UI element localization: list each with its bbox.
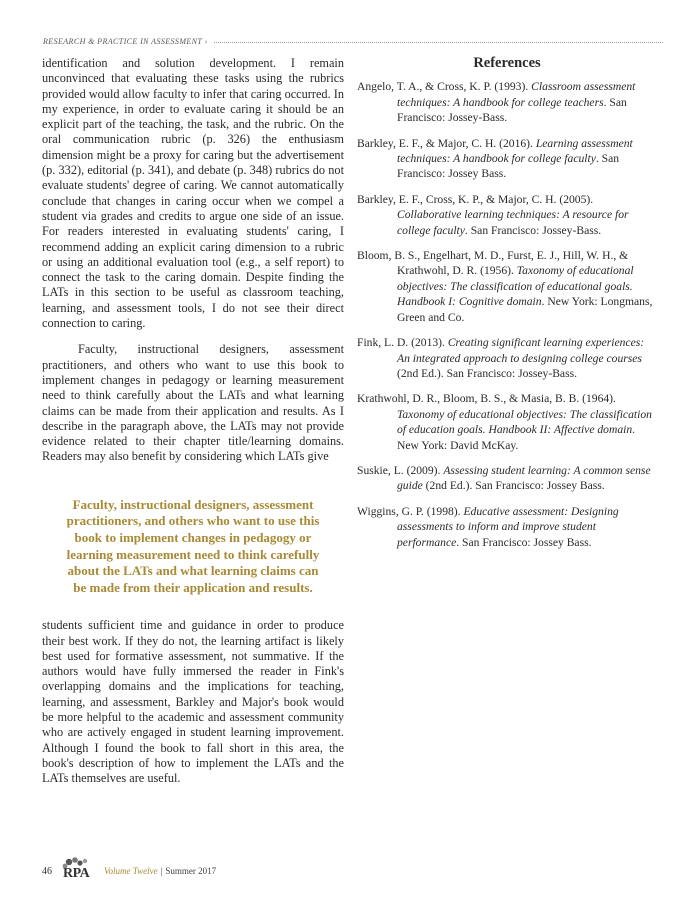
reference-publisher: . San Francisco: Jossey Bass. <box>456 535 592 549</box>
reference-authors: Barkley, E. F., Cross, K. P., & Major, C. H. (2005). <box>357 192 594 206</box>
reference-publisher: . New York: Longmans, Green and Co. <box>397 295 653 324</box>
footer-separator: | <box>160 866 163 876</box>
reference-authors: Krathwohl, D. R., Bloom, B. S., & Masia, B. B. (1964). <box>357 392 616 406</box>
rpa-logo-text: RPA <box>63 866 90 881</box>
body-paragraph-3: students sufficient time and guidance in order to produce their best work. If they do not, the learning artifact is likely best used for formative assessment, not summative. If the authors would have fully immersed the reader in Fink's overlapping domains and the implications for teaching, learning, and assessment, Barkley and Major's book would be more helpful to the academic and assessment community who are actively engaged in student learning improvement. Although I found the book to fall short in this area, the book's description of how to implement the LATs and the LATs themselves are useful. <box>42 618 344 786</box>
pull-quote: Faculty, instructional designers, assessment practitioners, and others who want to use this book to implement changes in pedagogy or learning measurement need to think carefully about the LATs and what learning claims can be made from their application and results. <box>66 496 320 595</box>
page-footer <box>42 856 216 886</box>
reference-publisher: . San Francisco: Jossey-Bass. <box>464 223 602 237</box>
reference-title: Learning assessment techniques: A handbook for college faculty <box>397 136 633 166</box>
volume-label: Volume Twelve <box>104 866 158 876</box>
reference-title: Creating significant learning experiences: An integrated approach to designing college courses <box>397 336 645 365</box>
reference-authors: Fink, L. D. (2013). <box>357 336 448 350</box>
reference-entry <box>357 192 657 238</box>
reference-authors: Wiggins, G. P. (1998). <box>357 504 464 518</box>
reference-entry <box>357 504 657 550</box>
reference-authors: Bloom, B. S., Engelhart, M. D., Furst, E. J., Hill, W. H., & Krathwohl, D. R. (1956). <box>357 249 629 278</box>
reference-title: Classroom assessment techniques: A handbook for college teachers <box>397 80 636 109</box>
body-paragraph-2: Faculty, instructional designers, assessment practitioners, and others who want to use this book to implement changes in pedagogy or learning measurement need to think carefully about the LATs and what learning claims can be made from their application and results. As I describe in the paragraph above, the LATs may not provide evidence related to their chapter title/learning domains. Readers may also benefit by considering which LATs give <box>42 342 344 464</box>
rpa-logo <box>60 856 100 886</box>
reference-publisher: . San Francisco: Jossey-Bass. <box>397 95 627 125</box>
reference-title: Assessing student learning: A common sense guide <box>397 463 651 493</box>
reference-title: Collaborative learning techniques: A resource for college faculty <box>397 208 629 237</box>
issue-label: Summer 2017 <box>165 866 217 876</box>
reference-title: Taxonomy of educational objectives: The classification of educational goals. Handbook I: Cognitive domain <box>397 264 634 309</box>
running-head-dotted-rule <box>214 42 663 43</box>
body-paragraph-1: identification and solution development. I remain unconvinced that evaluating these tasks using the rubrics provided would allow faculty to infer that caring occurred. In my experience, in order to evaluate caring it should be an explicit part of the teaching, the task, and the rubric. On the oral communication rubric (p. 326) the enthusiasm dimension might be a proxy for caring but the advertisement (p. 332), editorial (p. 341), and debate (p. 348) rubrics do not evaluate students' degree of caring. We cannot automatically conclude that changes in caring occur when we compel a student via grades and credits to argue one side of an issue. For readers interested in evaluating students' caring, I recommend adding an explicit caring dimension to a rubric or using an additional evaluation tool (e.g., a self report) to connect the task to the caring domain. Despite finding the LATs in this section to be useful as classroom teaching, learning, and assessment tools, I do not see their direct connection to caring. <box>42 56 344 331</box>
references-heading: References <box>473 55 541 71</box>
reference-authors: Suskie, L. (2009). <box>357 463 444 477</box>
reference-authors: Barkley, E. F., & Major, C. H. (2016). <box>357 136 536 150</box>
reference-publisher: (2nd Ed.). San Francisco: Jossey Bass. <box>422 479 605 493</box>
reference-publisher: (2nd Ed.). San Francisco: Jossey-Bass. <box>397 366 578 380</box>
reference-authors: Angelo, T. A., & Cross, K. P. (1993). <box>357 80 532 94</box>
reference-entry <box>357 79 657 125</box>
reference-entry <box>357 463 657 494</box>
reference-entry <box>357 136 657 182</box>
reference-title: Educative assessment: Designing assessments to inform and improve student performance <box>397 504 619 549</box>
page-number: 46 <box>42 865 52 877</box>
reference-entry <box>357 391 657 453</box>
references-column <box>357 56 657 560</box>
running-head <box>43 34 663 48</box>
references-list <box>357 79 657 550</box>
reference-entry <box>357 335 657 381</box>
left-column <box>42 56 344 787</box>
reference-publisher: . San Francisco: Jossey Bass. <box>397 152 620 181</box>
running-head-label: RESEARCH & PRACTICE IN ASSESSMENT › <box>43 36 208 46</box>
reference-entry <box>357 248 657 325</box>
reference-publisher: . New York: David McKay. <box>397 423 636 452</box>
reference-title: Taxonomy of educational objectives: The classification of education goals. Handbook II: Affective domain <box>397 407 652 437</box>
